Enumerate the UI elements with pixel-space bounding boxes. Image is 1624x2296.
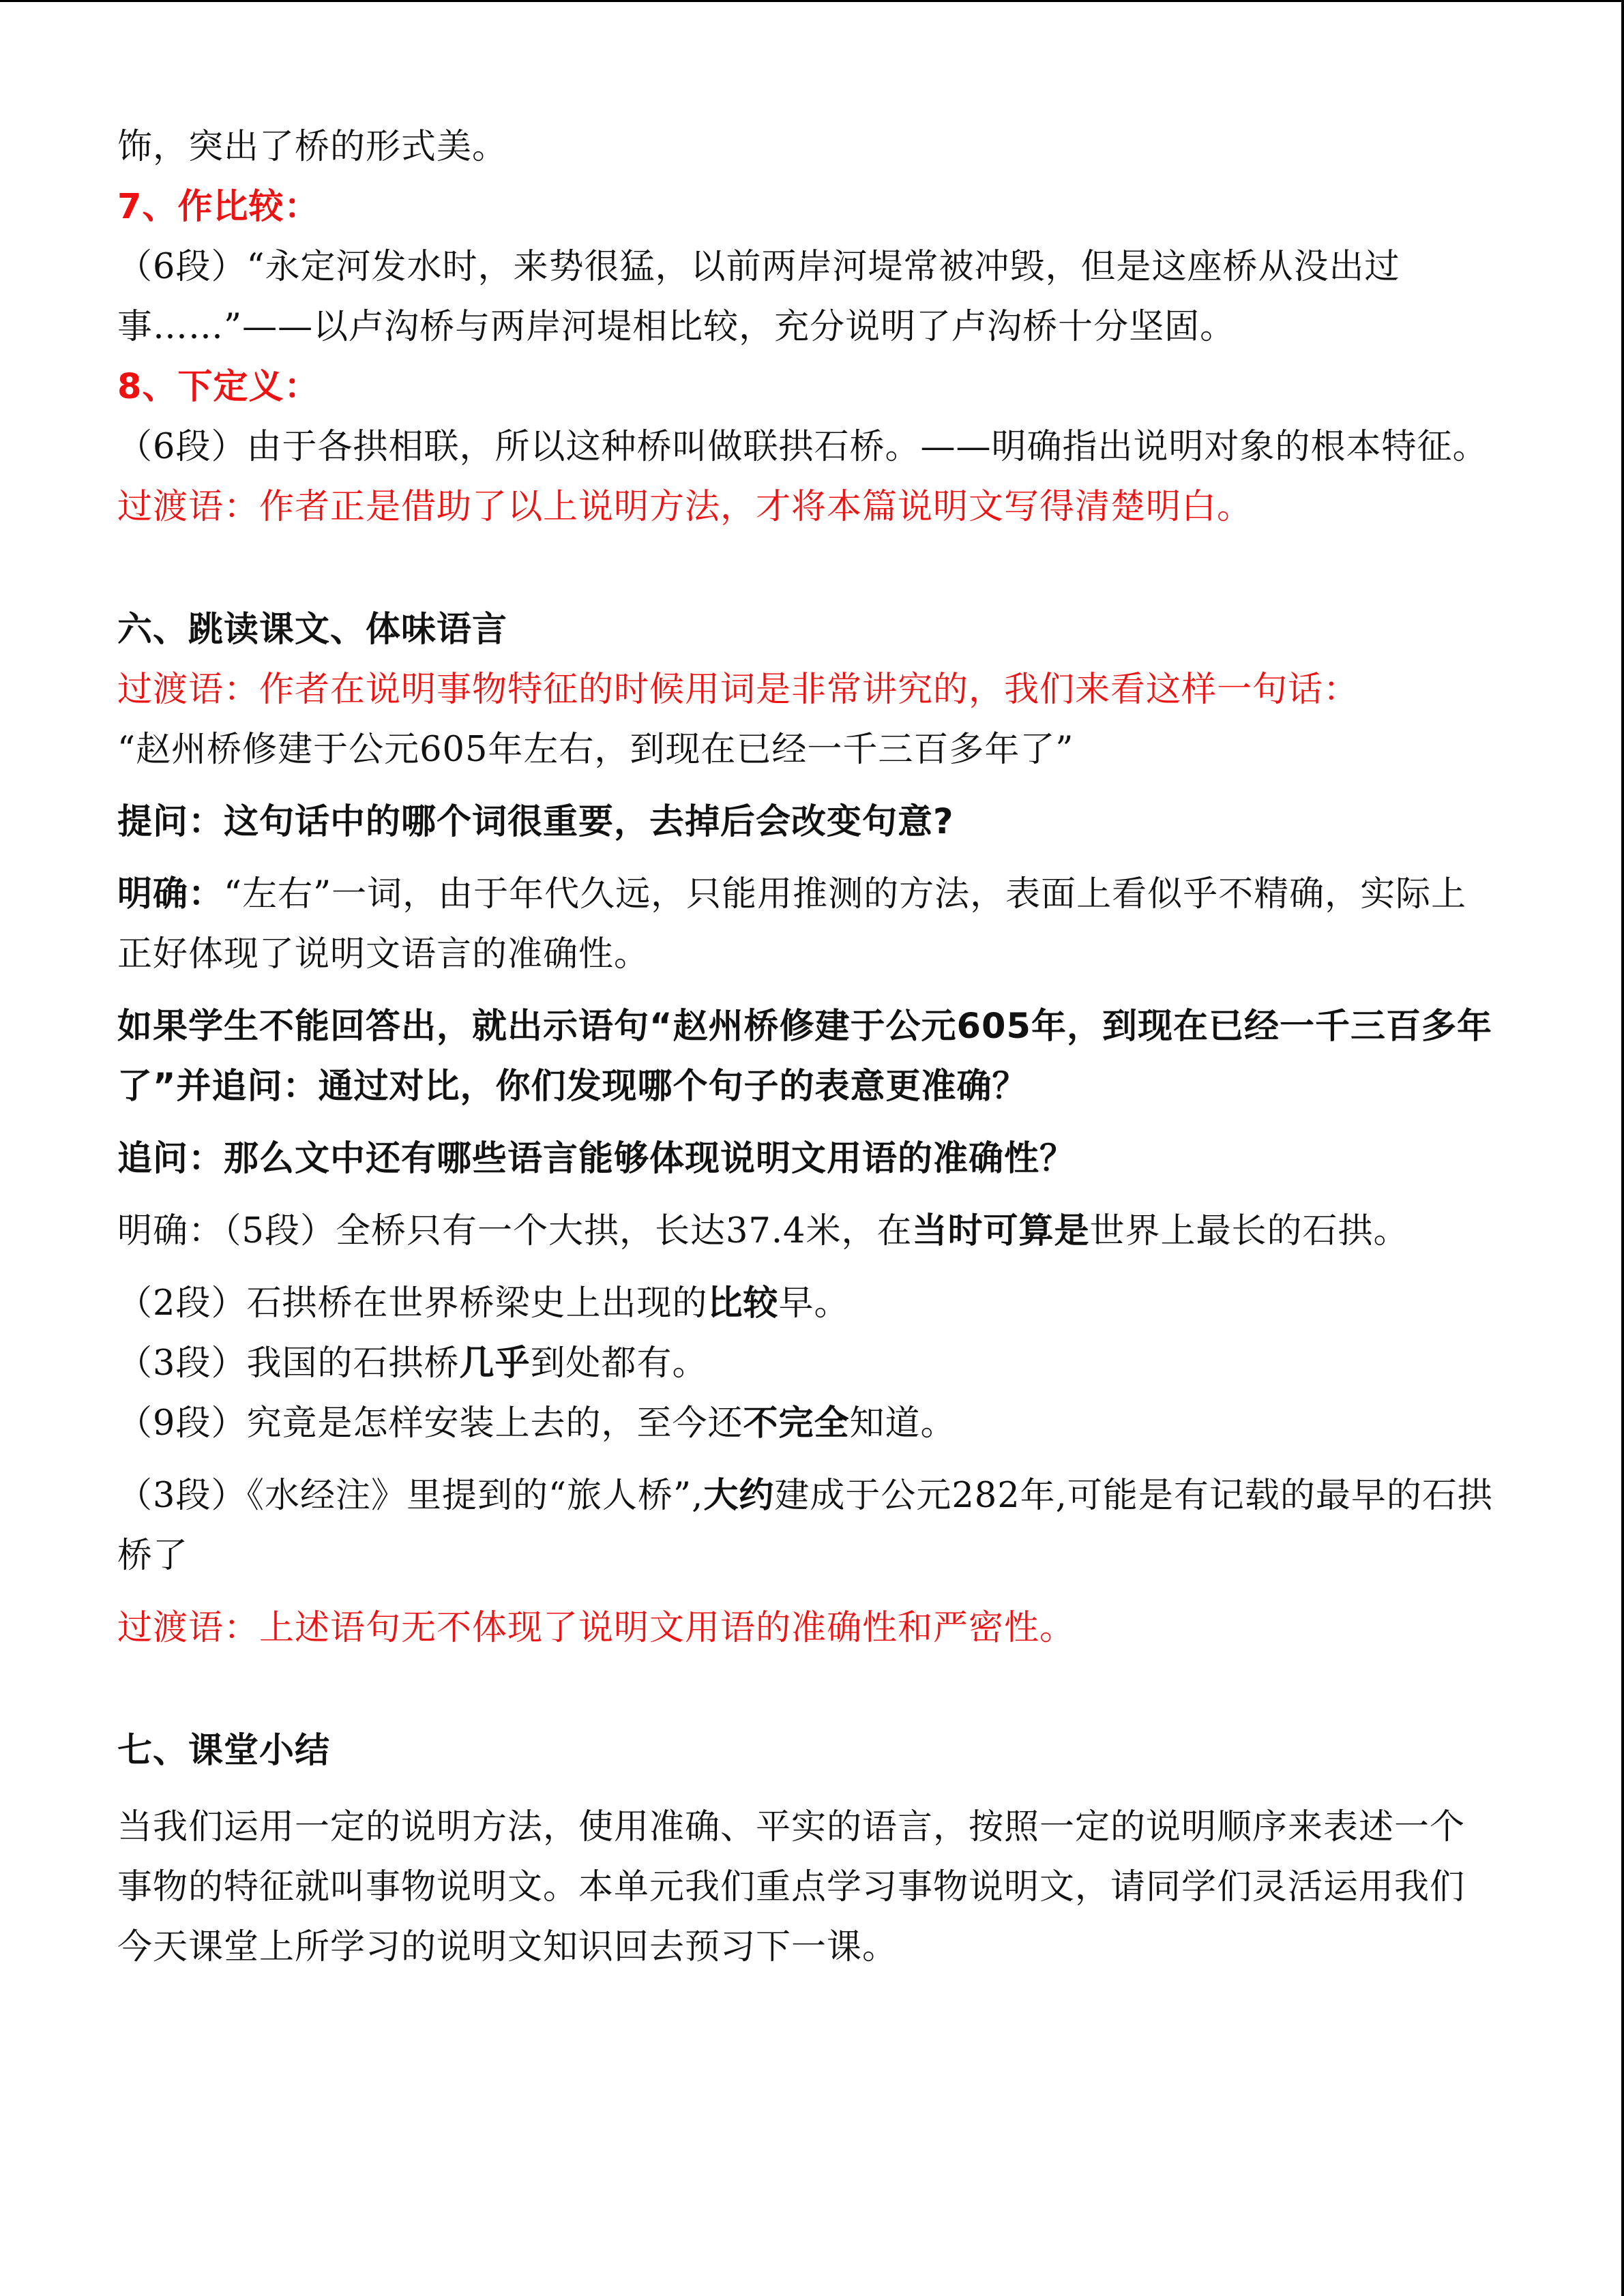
transition-3: 过渡语：上述语句无不体现了说明文用语的准确性和严密性。	[117, 1608, 1076, 1648]
example-5-end: 建成于公元282年,可能是有记载的最早的石拱桥了	[117, 1476, 1493, 1576]
continued-line: 饰，突出了桥的形式美。	[117, 127, 508, 167]
top-border	[0, 0, 1624, 2]
definition-example: （6段）由于各拱相联，所以这种桥叫做联拱石桥。——明确指出说明对象的根本特征。	[117, 427, 1488, 467]
example-3	[117, 1334, 1495, 1394]
transition-2: 过渡语：作者在说明事物特征的时候用词是非常讲究的，我们来看这样一句话：	[117, 670, 1359, 710]
answer-text: “左右”一词，由于年代久远，只能用推测的方法，表面上看似乎不精确，实际上正好体现了说明文语言的准确性。	[117, 874, 1467, 974]
example-2	[117, 1274, 1495, 1334]
example-1-key: 当时可算是	[912, 1211, 1090, 1251]
example-5	[117, 1466, 1495, 1586]
right-border	[1621, 0, 1624, 2296]
question-3: 追问：那么文中还有哪些语言能够体现说明文用语的准确性？	[117, 1139, 1076, 1179]
example-1-end: 世界上最长的石拱。	[1089, 1211, 1409, 1251]
example-3-end: 到处都有。	[530, 1343, 708, 1384]
example-3-text: （3段）我国的石拱桥	[117, 1343, 460, 1384]
example-3-key: 几乎	[459, 1343, 531, 1384]
answer-label: 明确：	[117, 874, 224, 914]
section-seven-heading: 七、课堂小结	[117, 1731, 331, 1771]
question-1: 提问：这句话中的哪个词很重要，去掉后会改变句意?	[117, 802, 954, 842]
example-1	[117, 1202, 1495, 1262]
heading-compare: 7、作比较：	[117, 187, 320, 227]
example-4	[117, 1394, 1495, 1454]
quoted-sentence: “赵州桥修建于公元605年左右，到现在已经一千三百多年了”	[117, 730, 1074, 770]
compare-example: （6段）“永定河发水时，来势很猛，以前两岸河堤常被冲毁，但是这座桥从没出过事……”——以卢沟桥与两岸河堤相比较，充分说明了卢沟桥十分坚固。	[117, 247, 1400, 347]
section-six-heading: 六、跳读课文、体味语言	[117, 610, 508, 650]
heading-definition: 8、下定义：	[117, 367, 320, 407]
transition-1: 过渡语：作者正是借助了以上说明方法，才将本篇说明文写得清楚明白。	[117, 487, 1253, 527]
answer-1	[117, 865, 1495, 985]
example-4-key: 不完全	[743, 1403, 850, 1444]
document-body	[117, 117, 1495, 1978]
example-2-key: 比较	[707, 1283, 779, 1324]
question-2: 如果学生不能回答出，就出示语句“赵州桥修建于公元605年，到现在已经一千三百多年了”并追问：通过对比，你们发现哪个句子的表意更准确？	[117, 1007, 1492, 1107]
example-5-key: 大约	[703, 1476, 775, 1516]
example-2-text: （2段）石拱桥在世界桥梁史上出现的	[117, 1283, 708, 1324]
example-4-text: （9段）究竟是怎样安装上去的，至今还	[117, 1403, 743, 1444]
example-5-text: （3段）《水经注》里提到的“旅人桥”,	[117, 1476, 704, 1516]
example-2-end: 早。	[778, 1283, 850, 1324]
example-1-text: 明确：（5段）全桥只有一个大拱，长达37.4米，在	[117, 1211, 913, 1251]
example-4-end: 知道。	[849, 1403, 956, 1444]
summary-paragraph: 当我们运用一定的说明方法，使用准确、平实的语言，按照一定的说明顺序来表述一个事物的特征就叫事物说明文。本单元我们重点学习事物说明文，请同学们灵活运用我们今天课堂上所学习的说明文知识回去预习下一课。	[117, 1807, 1466, 1967]
